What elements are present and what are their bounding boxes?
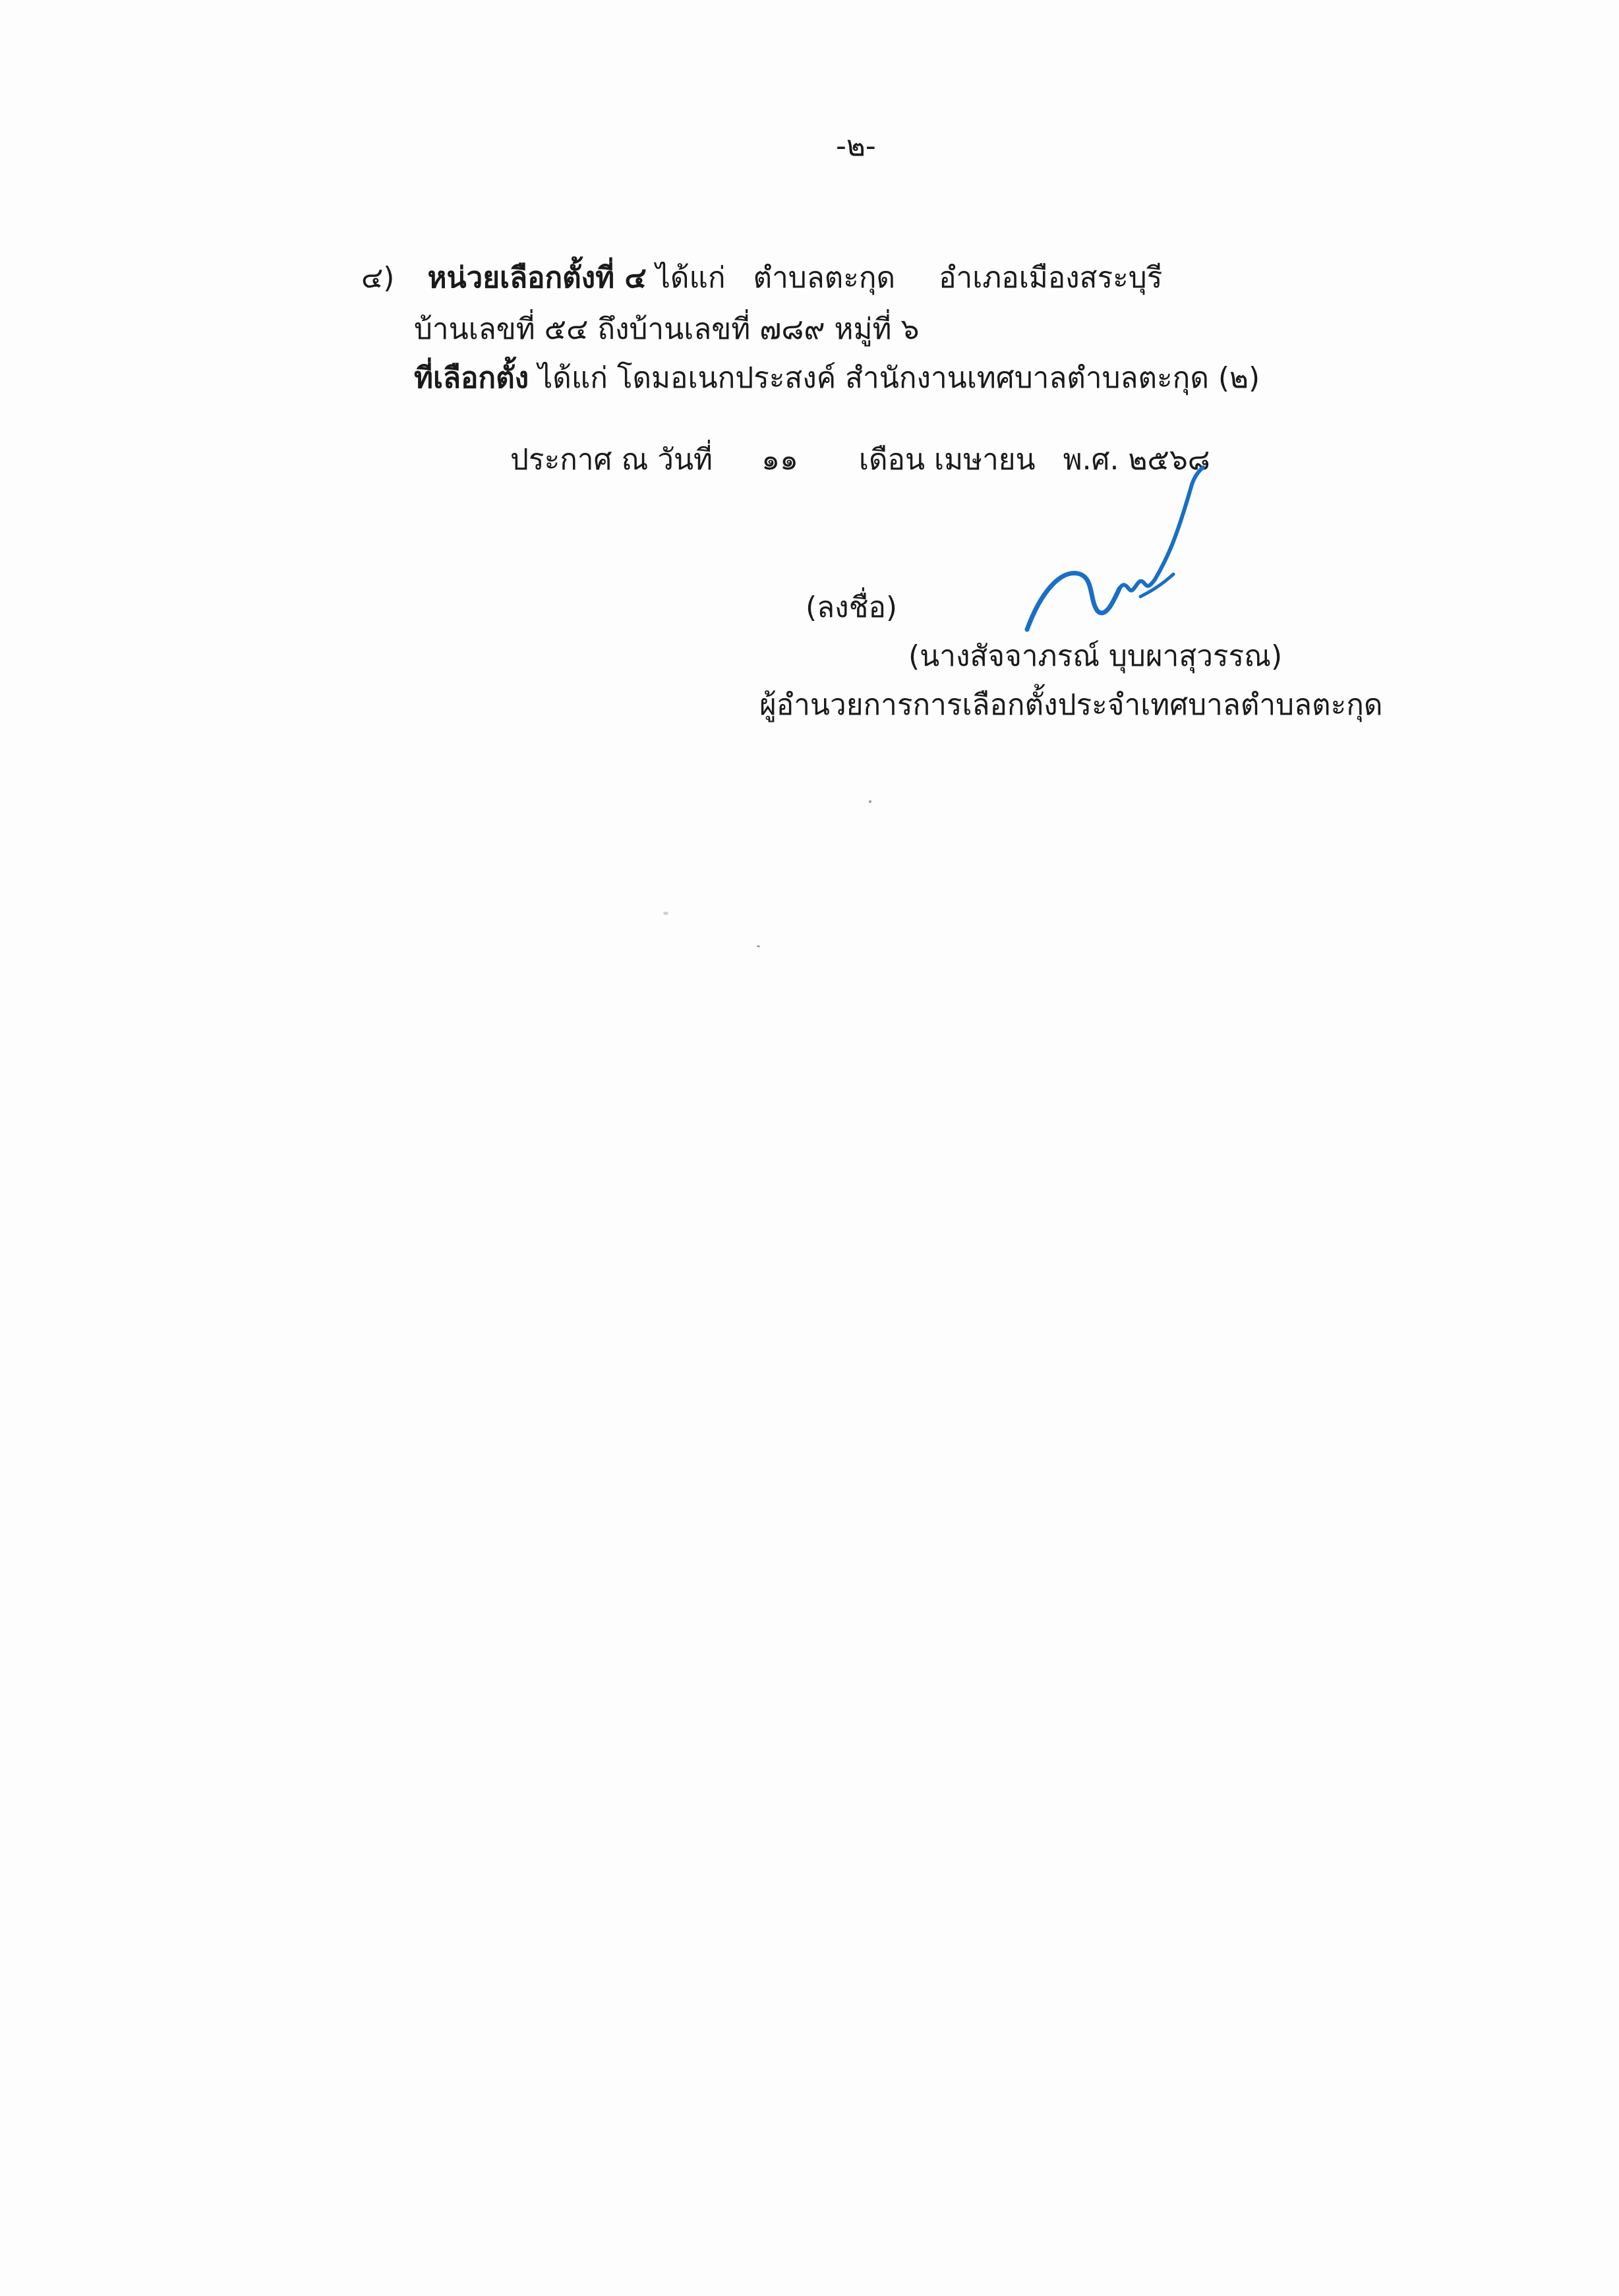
item-number: ๔) (361, 261, 395, 295)
scan-speck (757, 945, 760, 947)
house-range: บ้านเลขที่ ๕๔ ถึงบ้านเลขที่ ๗๘๙ หมู่ที่ ๖ (414, 312, 920, 346)
announcement-day: ๑๑ (761, 443, 798, 477)
page-number: -๒- (836, 129, 876, 163)
signer-position: ผู้อำนวยการการเลือกตั้งประจำเทศบาลตำบลตะกุด (759, 688, 1383, 722)
announcement-prefix: ประกาศ ณ วันที่ (510, 443, 713, 477)
scan-speck (869, 800, 871, 803)
signature-mark (1015, 458, 1213, 643)
signed-label: (ลงชื่อ) (806, 591, 898, 624)
place-text: ได้แก่ โดมอเนกประสงค์ สำนักงานเทศบาลตำบลตะกุด (๒) (538, 361, 1260, 395)
item-line-3 (414, 359, 1260, 398)
unit-label: หน่วยเลือกตั้งที่ ๔ (427, 261, 647, 295)
signer-name: (นางสัจจาภรณ์ บุบผาสุวรรณ) (908, 639, 1283, 673)
announcement-year: พ.ศ. ๒๕๖๘ (1063, 443, 1210, 477)
amphoe: อำเภอเมืองสระบุรี (939, 261, 1163, 295)
place-label: ที่เลือกตั้ง (414, 361, 529, 395)
announcement-month: เดือน เมษายน (858, 443, 1036, 477)
unit-text: ได้แก่ (655, 261, 726, 295)
scan-speck (663, 912, 668, 915)
tambon: ตำบลตะกุด (753, 261, 896, 295)
item-line-1 (361, 258, 1162, 298)
